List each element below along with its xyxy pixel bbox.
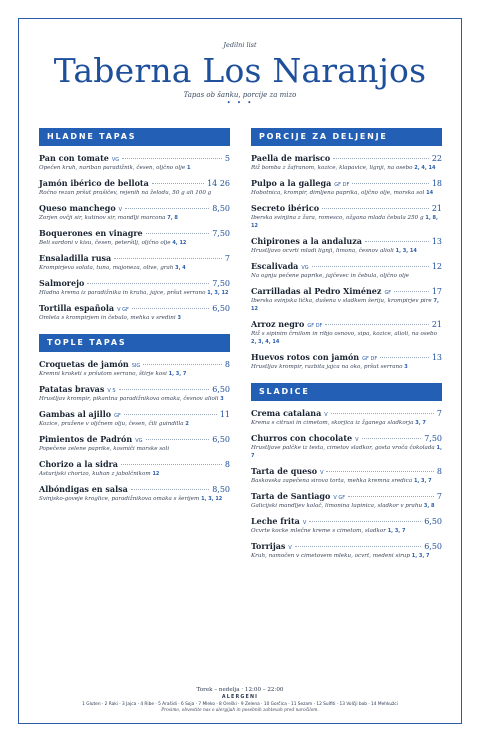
- menu-item-name: Gambas al ajillo: [39, 409, 112, 419]
- menu-item-description-text: Opečen kruh, nariban paradižnik, česen, oljčno olje: [39, 165, 186, 171]
- dotted-leader: [146, 233, 210, 234]
- diet-tag: GF: [114, 413, 121, 419]
- dotted-leader: [146, 439, 210, 440]
- dotted-leader: [312, 266, 429, 267]
- menu-item-description: [39, 239, 230, 247]
- menu-item-description: [251, 552, 442, 560]
- menu-item-name: Carrilladas al Pedro Ximénez: [251, 286, 382, 296]
- menu-item-description: [251, 419, 442, 427]
- menu-item: [39, 484, 230, 503]
- menu-item-header: [39, 359, 230, 369]
- restaurant-subtitle: Tapas ob šanku, porcije za mizo: [183, 91, 297, 99]
- dotted-leader: [132, 308, 209, 309]
- menu-item-description: [251, 330, 442, 346]
- menu-item-header: [251, 466, 442, 476]
- menu-item-description-text: Zorjen ovčji sir, kutinov sir, mandlji marcona: [39, 215, 166, 221]
- allergens-note: Prosimo, obvestite nas o alergijah in posebnih zahtevah pred naročilom.: [161, 708, 319, 713]
- allergen-codes: 2, 3, 4, 14: [251, 339, 280, 345]
- allergen-codes: 1, 3, 7: [387, 528, 406, 534]
- menu-item-price: 12: [431, 262, 442, 271]
- menu-item-header: [251, 236, 442, 246]
- allergen-codes: 1: [186, 165, 191, 171]
- allergen-codes: 1, 3, 7: [168, 371, 187, 377]
- restaurant-title: Taberna Los Naranjos: [53, 51, 427, 90]
- menu-item-description: [39, 395, 230, 403]
- allergen-codes: 1, 3, 12: [207, 290, 229, 296]
- menu-item-description: [39, 445, 230, 453]
- menu-item-header: [39, 228, 230, 238]
- menu-item-header: [251, 433, 442, 443]
- menu-item-name: Escalivada: [251, 261, 299, 271]
- menu-item-name: Arroz negro: [251, 319, 305, 329]
- menu-item-header: [251, 178, 442, 188]
- menu-item-header: [39, 384, 230, 394]
- dotted-leader: [87, 283, 209, 284]
- diet-tag: VG: [301, 265, 309, 271]
- menu-item-name: Secreto ibérico: [251, 203, 320, 213]
- dotted-leader: [380, 357, 429, 358]
- menu-item-price: 7,50: [424, 434, 442, 443]
- dotted-leader: [352, 183, 428, 184]
- menu-item-price: 8: [224, 460, 230, 469]
- dotted-leader: [326, 471, 433, 472]
- menu-item-description: [39, 495, 230, 503]
- dotted-leader: [152, 183, 204, 184]
- allergen-codes: 1, 3, 14: [395, 248, 417, 254]
- menu-item-description: [251, 502, 442, 510]
- menu-item-description: [251, 189, 442, 197]
- menu-item-name: Crema catalana: [251, 408, 322, 418]
- menu-item-description-text: Iberska svinjska lička, dušena v sladkem šeriju, krompirjev pire: [251, 298, 432, 304]
- menu-item-description: [251, 527, 442, 535]
- menu-item-description: [39, 264, 230, 272]
- menu-item: [251, 352, 442, 371]
- menu-item-name: Tarta de Santiago: [251, 491, 331, 501]
- menu-item-header: [251, 491, 442, 501]
- menu-item-price: 18: [431, 179, 442, 188]
- menu-item-description-text: Hrustljave palčke iz testa, cimetov sladkor, gosta vroča čokolada: [251, 445, 435, 451]
- menu-item: [39, 459, 230, 478]
- menu-item-price: 7: [224, 254, 230, 263]
- dotted-leader: [143, 364, 222, 365]
- menu-item-header: [251, 541, 442, 551]
- menu-item-price: 7,50: [212, 279, 230, 288]
- menu-item-header: [39, 484, 230, 494]
- menu-item-price: 6,50: [424, 517, 442, 526]
- dotted-leader: [331, 413, 434, 414]
- menu-item-description: [251, 272, 442, 280]
- dotted-leader: [125, 208, 209, 209]
- menu-item: [39, 253, 230, 272]
- menu-item-header: [39, 253, 230, 263]
- menu-item-price: 21: [431, 204, 442, 213]
- dotted-leader: [122, 158, 222, 159]
- menu-item-description: [251, 297, 442, 313]
- menu-item-description: [251, 477, 442, 485]
- menu-item: [39, 359, 230, 378]
- menu-item-name: Chipirones a la andaluza: [251, 236, 362, 246]
- menu-item-description-text: Popečene zelene paprike, kosmiči morske soli: [39, 446, 170, 452]
- allergen-codes: 3, 4: [175, 265, 186, 271]
- menu-item: [251, 236, 442, 255]
- menu-item-header: [39, 203, 230, 213]
- menu-item-description-text: Hobotnica, krompir, dimljena paprika, oljčno olje, morska sol: [251, 190, 425, 196]
- menu-item-description: [39, 470, 230, 478]
- dotted-leader: [124, 414, 217, 415]
- diet-tag: GF: [384, 290, 392, 296]
- menu-item: [39, 153, 230, 172]
- menu-item-description-text: Kremni kroketi s pršutom serrano, štirje kosi: [39, 371, 167, 377]
- dotted-leader: [119, 389, 210, 390]
- menu-item-name: Torrijas: [251, 541, 286, 551]
- dotted-leader: [309, 521, 421, 522]
- diet-tag: V GF: [333, 495, 346, 501]
- menu-item: [251, 203, 442, 230]
- diet-tag: V GF: [117, 307, 129, 313]
- opening-hours: Torek – nedelja · 12:00 – 22:00: [196, 687, 284, 693]
- dotted-leader: [114, 258, 222, 259]
- dotted-leader: [348, 496, 434, 497]
- allergen-codes: 12: [152, 471, 160, 477]
- menu-item-description: [251, 247, 442, 255]
- menu-item: [39, 228, 230, 247]
- menu-item-description-text: Riž bomba z žafranom, kozice, klapavice, lignji, na osebo: [251, 165, 413, 171]
- menu-item-description: [39, 314, 230, 322]
- menu-item-description-text: Hrustljav krompir, razbita jajca na oko, pršut serrano: [251, 364, 403, 370]
- menu-item-description-text: Omleta s krompirjem in čebulo, mehka v sredini: [39, 315, 176, 321]
- decorative-dots: • • •: [226, 99, 254, 107]
- menu-item-header: [251, 203, 442, 213]
- menu-item-price: 14 26: [207, 179, 230, 188]
- menu-item-description-text: Riž s sipinim črnilom in ribjo osnovo, sipa, kozice, alioli, na osebo: [251, 331, 437, 337]
- menu-item-header: [39, 178, 230, 188]
- menu-item: [39, 303, 230, 322]
- allergen-codes: 3: [220, 396, 224, 402]
- menu-item-name: Queso manchego: [39, 203, 116, 213]
- allergen-codes: 1, 3, 7: [411, 553, 430, 559]
- menu-item-price: 21: [431, 320, 442, 329]
- menu-item: [39, 203, 230, 222]
- menu-item: [251, 408, 442, 427]
- menu-item-price: 6,50: [212, 435, 230, 444]
- allergen-codes: 4, 12: [172, 240, 187, 246]
- menu-item-description-text: Ocvrte kocke mlečne kreme s cimetom, sladkor: [251, 528, 386, 534]
- dotted-leader: [325, 324, 428, 325]
- menu-item-description-text: Galicijski mandljev kolač, limonina lupinica, sladkor v prahu: [251, 503, 423, 509]
- menu-item-name: Pan con tomate: [39, 153, 109, 163]
- allergen-codes: 3: [404, 364, 408, 370]
- menu-item-name: Huevos rotos con jamón: [251, 352, 360, 362]
- menu-item-price: 8,50: [212, 485, 230, 494]
- menu-item-header: [39, 153, 230, 163]
- menu-item-description: [251, 444, 442, 460]
- dotted-leader: [121, 464, 222, 465]
- menu-item-name: Tortilla española: [39, 303, 115, 313]
- allergen-codes: 2: [185, 421, 189, 427]
- menu-item-description-text: Beli sardoni v kisu, česen, peteršilj, oljčno olje: [39, 240, 171, 246]
- menu-item-header: [39, 434, 230, 444]
- menu-item-name: Paella de marisco: [251, 153, 331, 163]
- diet-tag: V: [324, 412, 328, 418]
- menu-item-name: Patatas bravas: [39, 384, 105, 394]
- menu-item-price: 7: [436, 492, 442, 501]
- menu-item-name: Ensaladilla rusa: [39, 253, 112, 263]
- menu-item: [39, 278, 230, 297]
- dotted-leader: [394, 291, 429, 292]
- dotted-leader: [362, 438, 422, 439]
- menu-item: [39, 384, 230, 403]
- menu-item: [251, 516, 442, 535]
- menu-item: [251, 261, 442, 280]
- section-heading: HLADNE TAPAS: [39, 128, 230, 146]
- dotted-leader: [295, 546, 421, 547]
- allergen-codes: 1, 3, 7: [413, 478, 432, 484]
- menu-item-price: 17: [431, 287, 442, 296]
- menu-item-name: Churros con chocolate: [251, 433, 353, 443]
- menu-item: [251, 491, 442, 510]
- menu-item-description: [39, 370, 230, 378]
- menu-item-description: [251, 214, 442, 230]
- menu-item-description-text: Hladna krema iz paradižnika in kruha, jajce, pršut serrano: [39, 290, 206, 296]
- menu-item: [251, 466, 442, 485]
- menu-item: [39, 409, 230, 428]
- diet-tag: V: [288, 545, 292, 551]
- menu-item-price: 13: [431, 353, 442, 362]
- allergen-codes: 3, 8: [423, 503, 435, 509]
- menu-item-price: 22: [431, 154, 442, 163]
- menu-item-description-text: Baskovska zapečena sirova torta, mehka kremna sredica: [251, 478, 413, 484]
- diet-tag: GF DF: [307, 323, 323, 329]
- menu-item: [39, 434, 230, 453]
- allergen-codes: 1, 3, 12: [201, 496, 223, 502]
- menu-column-left: [39, 128, 230, 509]
- menu-item-description-text: Iberska svinjina z žara, romesco, ožgana mlada čebula 250 g: [251, 215, 424, 221]
- allergen-codes: 7, 12: [251, 298, 439, 312]
- menu-item-header: [39, 459, 230, 469]
- allergens-title: ALERGENI: [221, 695, 259, 700]
- menu-page: [18, 18, 462, 724]
- menu-item: [251, 286, 442, 313]
- menu-item: [251, 319, 442, 346]
- diet-tag: GF DF: [362, 356, 378, 362]
- menu-item-name: Pimientos de Padrón: [39, 434, 133, 444]
- menu-item-price: 6,50: [212, 385, 230, 394]
- diet-tag: V: [355, 437, 359, 443]
- menu-item-name: Boquerones en vinagre: [39, 228, 143, 238]
- menu-item-name: Leche frita: [251, 516, 300, 526]
- menu-item-header: [251, 516, 442, 526]
- menu-item-price: 7,50: [212, 229, 230, 238]
- menu-item-description: [39, 214, 230, 222]
- allergen-codes: 1, 8, 12: [251, 215, 438, 229]
- dotted-leader: [365, 241, 429, 242]
- allergen-codes: 14: [426, 190, 434, 196]
- menu-item-price: 8: [436, 467, 442, 476]
- menu-item: [251, 153, 442, 172]
- menu-item-price: 8: [224, 360, 230, 369]
- diet-tag: VG: [111, 157, 120, 163]
- menu-item-header: [251, 319, 442, 329]
- menu-item-header: [251, 286, 442, 296]
- menu-kicker: Jedilni list: [223, 41, 257, 49]
- diet-tag: V: [320, 470, 324, 476]
- menu-item-description-text: Svinjsko-goveje kroglice, paradižnikova omaka s šerijem: [39, 496, 200, 502]
- menu-item: [251, 178, 442, 197]
- menu-item-name: Albóndigas en salsa: [39, 484, 128, 494]
- section-heading: TOPLE TAPAS: [39, 334, 230, 352]
- menu-item-description-text: Na ognju pečene paprike, jajčevec in čebula, oljčno olje: [251, 273, 409, 279]
- diet-tag: VG: [135, 438, 143, 444]
- menu-item-header: [39, 278, 230, 288]
- menu-item-name: Pulpo a la gallega: [251, 178, 332, 188]
- menu-item: [251, 433, 442, 460]
- menu-item-price: 5: [224, 154, 230, 163]
- menu-item-header: [251, 153, 442, 163]
- menu-item: [39, 178, 230, 197]
- menu-item-price: 8,50: [212, 204, 230, 213]
- menu-item-description: [251, 363, 442, 371]
- menu-item-name: Croquetas de jamón: [39, 359, 129, 369]
- menu-item-header: [251, 352, 442, 362]
- menu-column-right: [251, 128, 442, 566]
- menu-item-header: [39, 303, 230, 313]
- menu-item-price: 13: [431, 237, 442, 246]
- allergen-codes: 3: [177, 315, 181, 321]
- menu-item-description-text: Kozice, pražene v oljčnem olju, česen, čili guindilla: [39, 421, 184, 427]
- dotted-leader: [322, 208, 429, 209]
- menu-item-description: [39, 189, 230, 197]
- diet-tag: V: [118, 207, 123, 213]
- menu-item-price: 6,50: [212, 304, 230, 313]
- menu-item-price: 11: [219, 410, 230, 419]
- menu-item-description-text: Asturijski chorizo, kuhan z jabolčnikom: [39, 471, 151, 477]
- allergen-codes: 3, 7: [415, 420, 426, 426]
- allergen-codes: 2, 4, 14: [414, 165, 436, 171]
- section-heading: PORCIJE ZA DELJENJE: [251, 128, 442, 146]
- diet-tag: SIG: [131, 363, 141, 369]
- menu-item-name: Tarta de queso: [251, 466, 318, 476]
- menu-item-description-text: Krema s citrusi in cimetom, skorjica iz žganega sladkorja: [251, 420, 414, 426]
- menu-item-name: Jamón ibérico de bellota: [39, 178, 149, 188]
- diet-tag: V S: [107, 388, 116, 394]
- menu-item: [251, 541, 442, 560]
- menu-footer: [19, 687, 461, 713]
- allergens-list: 1 Gluten · 2 Raki · 3 Jajca · 4 Ribe · 5 Arašidi · 6 Soja · 7 Mleko · 8 Oreški · 9 Zelena · 10 Gorčica · 11 Sezam · 12 Sulfiti · 13 Volčji bob · 14 Mehkužci: [82, 702, 398, 707]
- menu-item-description: [39, 164, 230, 172]
- section-heading: SLADICE: [251, 383, 442, 401]
- allergen-codes: 1, 7: [251, 445, 442, 459]
- menu-item-description-text: Hrustljavo ocvrti mladi lignji, limona, česnov alioli: [251, 248, 394, 254]
- menu-item-description: [251, 164, 442, 172]
- menu-item-description: [39, 420, 230, 428]
- menu-item-description-text: Hrustljav krompir, pikantna paradižnikova omaka, česnov alioli: [39, 396, 219, 402]
- menu-item-name: Salmorejo: [39, 278, 85, 288]
- diet-tag: GF DF: [334, 182, 350, 188]
- allergen-codes: 7, 8: [167, 215, 178, 221]
- dotted-leader: [333, 158, 429, 159]
- menu-item-description-text: Krompirjeva solata, tuna, majoneza, olive, grah: [39, 265, 174, 271]
- menu-item-header: [39, 409, 230, 419]
- menu-item-name: Chorizo a la sidra: [39, 459, 118, 469]
- menu-item-header: [251, 261, 442, 271]
- menu-item-header: [251, 408, 442, 418]
- dotted-leader: [131, 489, 209, 490]
- menu-item-price: 7: [436, 409, 442, 418]
- menu-item-description-text: Kruh, namočen v cimetovem mleku, ocvrt, medeni sirup: [251, 553, 410, 559]
- diet-tag: V: [302, 520, 307, 526]
- menu-item-price: 6,50: [424, 542, 442, 551]
- menu-item-description: [39, 289, 230, 297]
- menu-item-description-text: Ročno rezan pršut prašičev, rejenih na želodu, 50 g ali 100 g: [39, 190, 212, 196]
